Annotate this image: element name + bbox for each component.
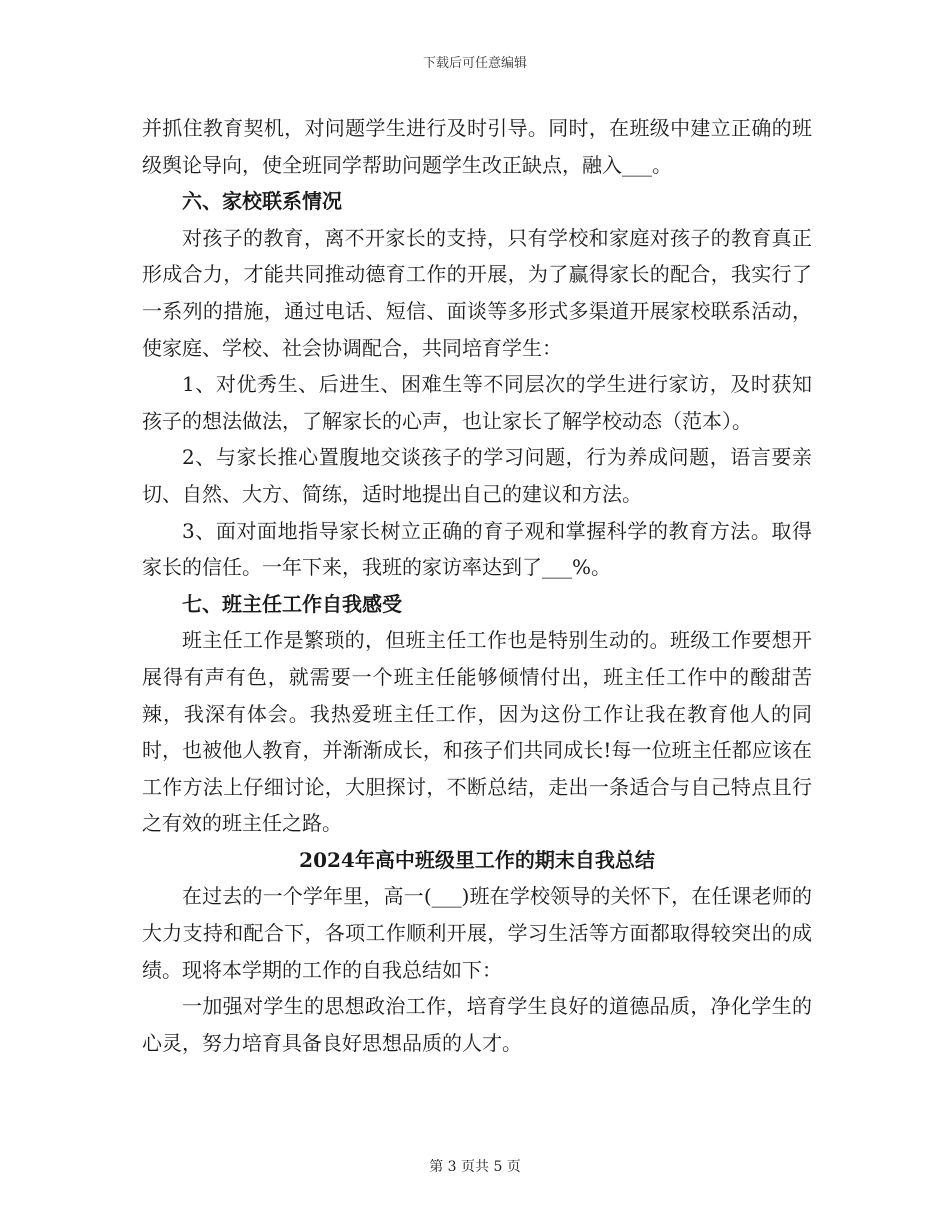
paragraph-continuation: 并抓住教育契机，对问题学生进行及时引导。同时，在班级中建立正确的班级舆论导向，使全班同学帮助问题学生改正缺点，融入___。 xyxy=(142,116,812,177)
paragraph: 班主任工作是繁琐的，但班主任工作也是特别生动的。班级工作要想开展得有声有色，就需要一个班主任能够倾情付出，班主任工作中的酸甜苦辣，我深有体会。我热爱班主任工作，因为这份工作让我在教育他人的同时，也被他人教育，并渐渐成长，和孩子们共同成长!每一位班主任都应该在工作方法上仔细讨论，大胆探讨，不断总结，走出一条适合与自己特点且行之有效的班主任之路。 xyxy=(142,628,812,836)
document-title: 2024年高中班级里工作的期末自我总结 xyxy=(299,847,655,872)
document-body xyxy=(142,110,812,1061)
paragraph: 在过去的一个学年里，高一(___)班在学校领导的关怀下，在任课老师的大力支持和配合下，各项工作顺利开展，学习生活等方面都取得较突出的成绩。现将本学期的工作的自我总结如下： xyxy=(142,884,812,982)
list-item-1: 1、对优秀生、后进生、困难生等不同层次的学生进行家访，及时获知孩子的想法做法，了解家长的心声，也让家长了解学校动态（范本）。 xyxy=(142,372,812,433)
page-footer: 第 3 页共 5 页 xyxy=(429,1159,521,1175)
paragraph: 对孩子的教育，离不开家长的支持，只有学校和家庭对孩子的教育真正形成合力，才能共同推动德育工作的开展，为了赢得家长的配合，我实行了一系列的措施，通过电话、短信、面谈等多形式多渠道开展家校联系活动，使家庭、学校、社会协调配合，共同培育学生： xyxy=(142,225,812,360)
page-header: 下载后可任意编辑 xyxy=(422,56,527,71)
section-heading-seven: 七、班主任工作自我感受 xyxy=(182,591,402,616)
section-heading-six: 六、家校联系情况 xyxy=(182,189,342,214)
list-item-2: 2、与家长推心置腹地交谈孩子的学习问题，行为养成问题，语言要亲切、自然、大方、简练，适时地提出自己的建议和方法。 xyxy=(142,445,812,506)
list-item-3: 3、面对面地指导家长树立正确的育子观和掌握科学的教育方法。取得家长的信任。一年下来，我班的家访率达到了___%。 xyxy=(142,518,812,580)
paragraph: 一加强对学生的思想政治工作，培育学生良好的道德品质，净化学生的心灵，努力培育具备良好思想品质的人才。 xyxy=(142,994,812,1055)
